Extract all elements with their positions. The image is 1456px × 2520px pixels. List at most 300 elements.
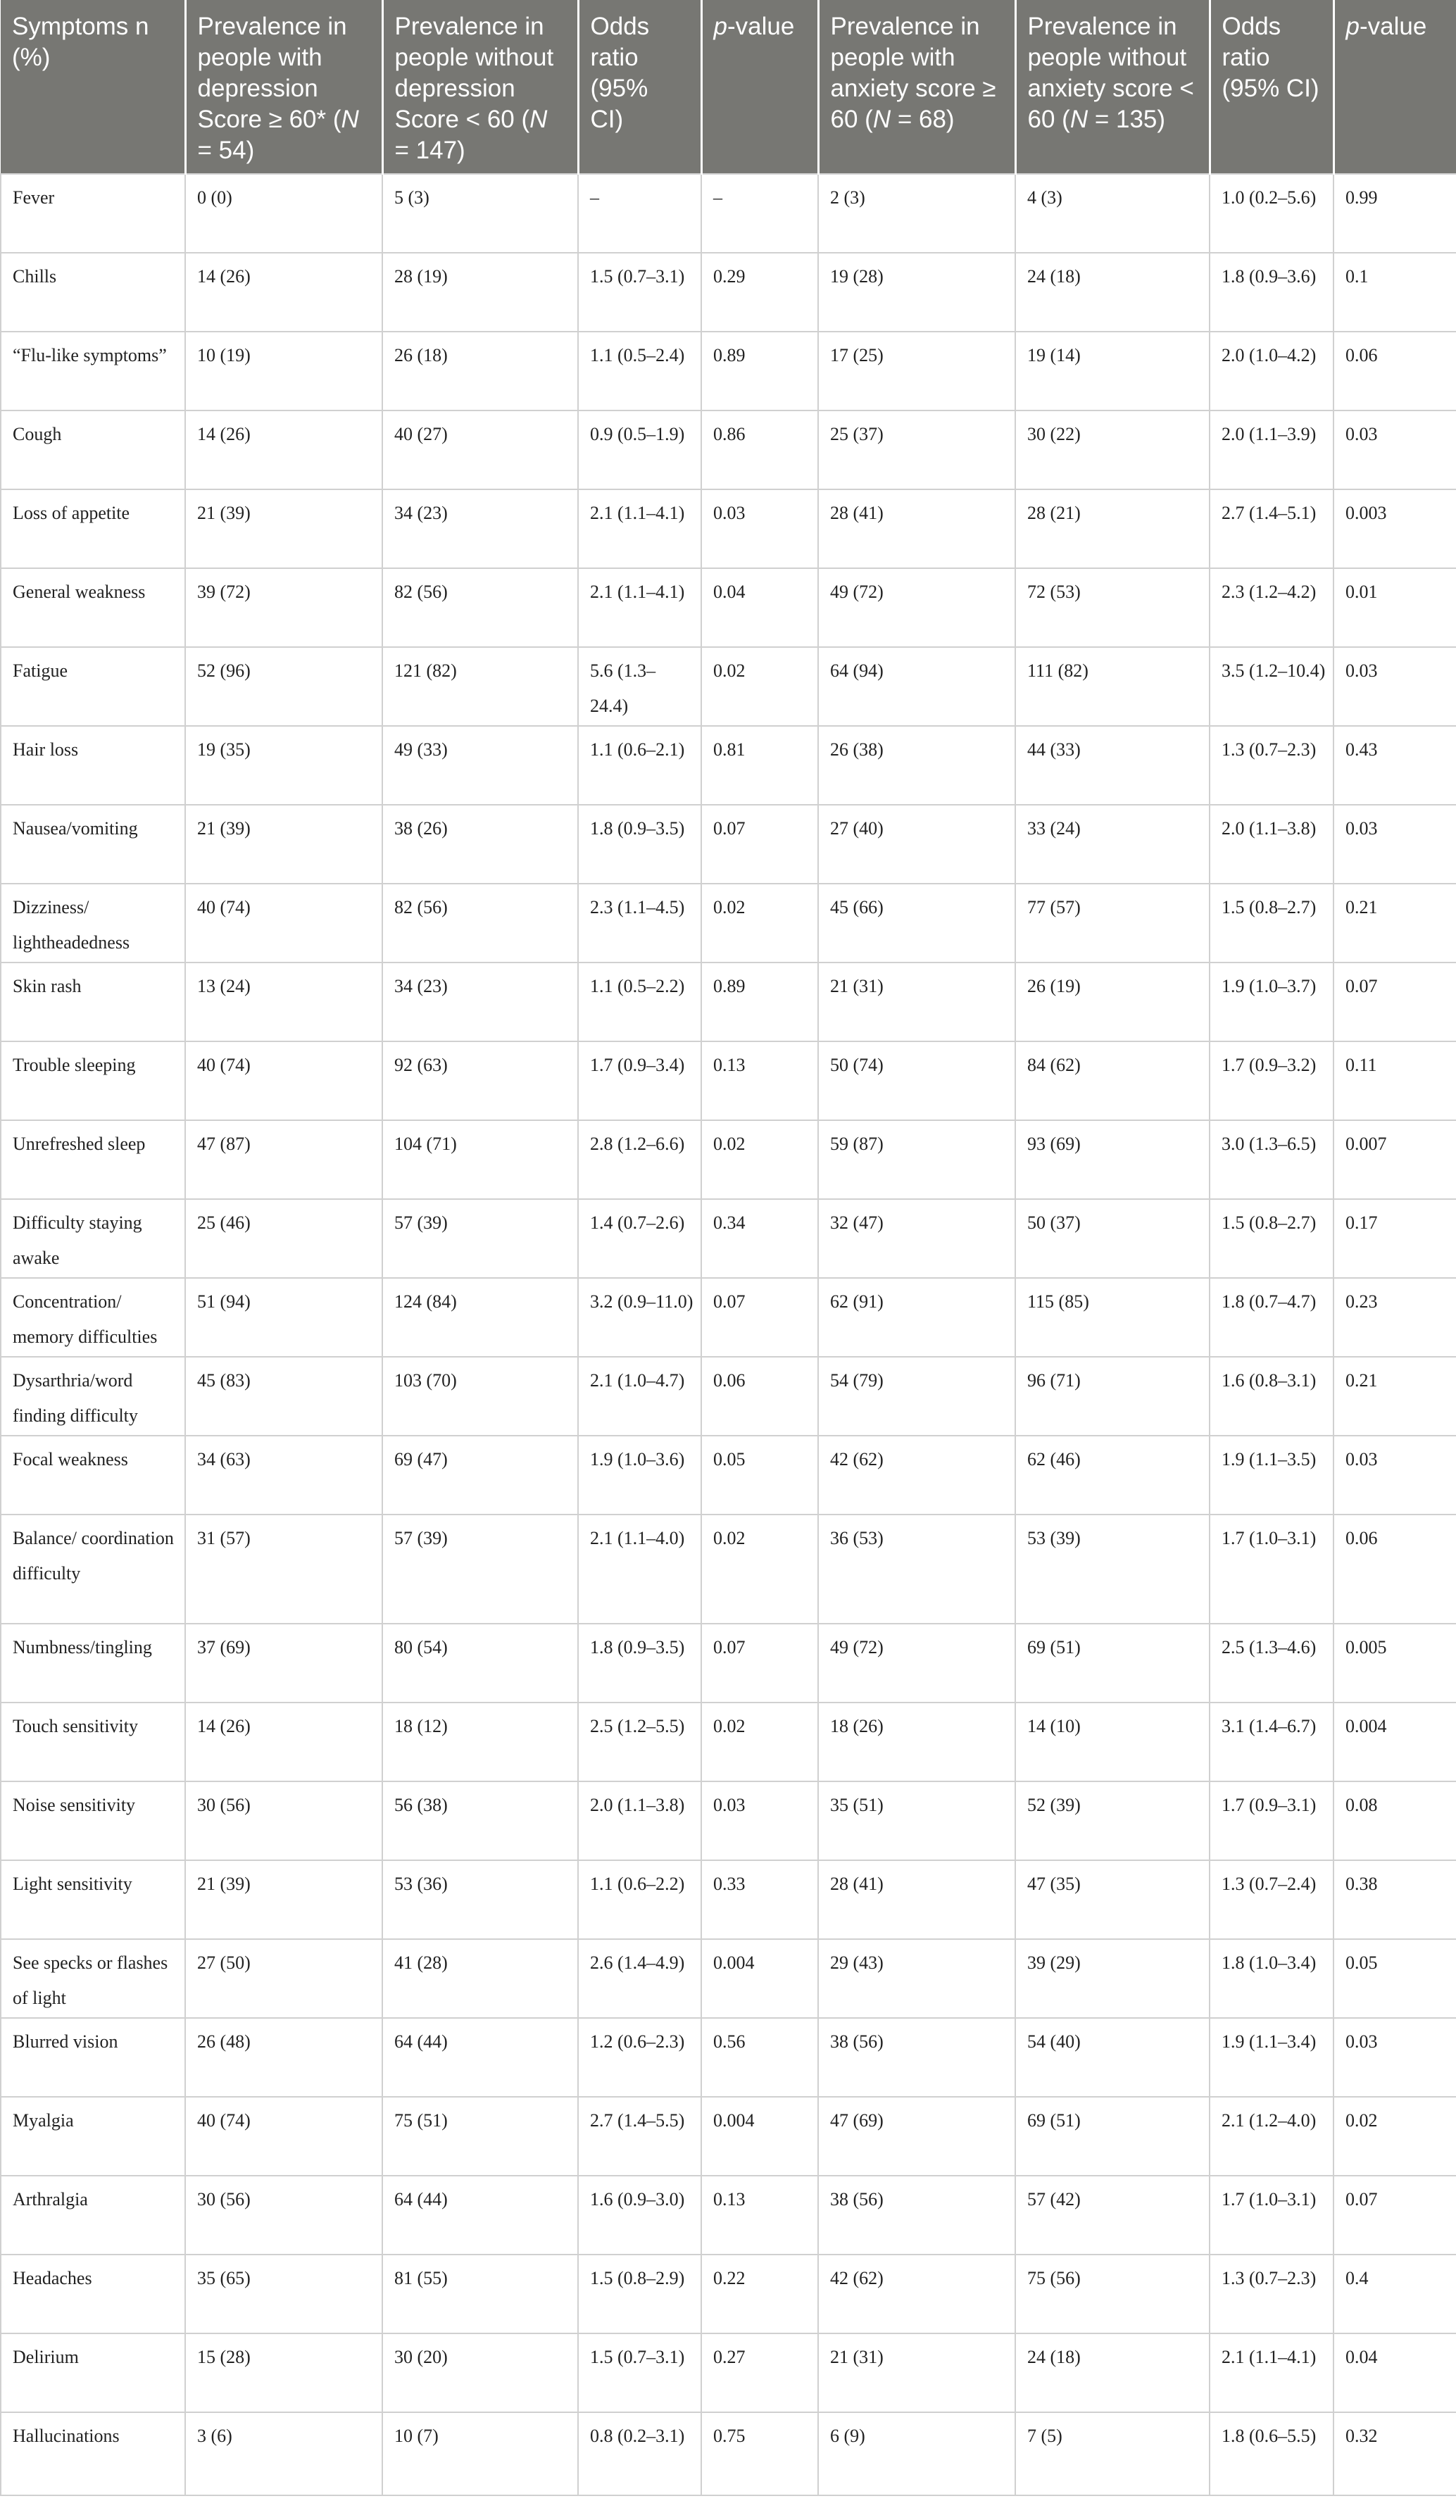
cell-prev-no-anxiety: 57 (42) <box>1015 2176 1210 2255</box>
cell-prev-anxiety: 28 (41) <box>818 1860 1015 1939</box>
cell-prev-no-anxiety: 96 (71) <box>1015 1357 1210 1436</box>
cell-prev-anxiety: 21 (31) <box>818 2333 1015 2412</box>
cell-prev-depression: 14 (26) <box>185 253 382 332</box>
cell-prev-anxiety: 45 (66) <box>818 884 1015 963</box>
cell-p-depression: 0.02 <box>701 884 818 963</box>
cell-symptom: Trouble sleeping <box>1 1041 185 1120</box>
cell-or-anxiety: 2.1 (1.1–4.1) <box>1210 2333 1333 2412</box>
cell-prev-no-anxiety: 84 (62) <box>1015 1041 1210 1120</box>
header-text: Symptoms n (%) <box>12 13 149 71</box>
cell-symptom: Touch sensitivity <box>1 1703 185 1781</box>
header-text: Prevalence in people without anxiety score < 60 ( <box>1027 13 1194 133</box>
cell-prev-anxiety: 6 (9) <box>818 2412 1015 2495</box>
cell-symptom: Loss of appetite <box>1 489 185 568</box>
header-p-value-anxiety <box>1333 0 1456 174</box>
header-text: = 68) <box>891 106 955 133</box>
header-odds-ratio-depression <box>578 0 701 174</box>
cell-or-depression: – <box>578 174 701 253</box>
table-row <box>1 1624 1456 1703</box>
cell-prev-anxiety: 47 (69) <box>818 2097 1015 2176</box>
cell-prev-depression: 25 (46) <box>185 1199 382 1278</box>
cell-symptom: Noise sensitivity <box>1 1781 185 1860</box>
cell-or-depression: 2.1 (1.1–4.1) <box>578 489 701 568</box>
cell-prev-anxiety: 18 (26) <box>818 1703 1015 1781</box>
cell-p-anxiety: 0.02 <box>1333 2097 1456 2176</box>
cell-or-depression: 1.2 (0.6–2.3) <box>578 2018 701 2097</box>
cell-or-anxiety: 1.0 (0.2–5.6) <box>1210 174 1333 253</box>
cell-p-depression: 0.07 <box>701 1624 818 1703</box>
cell-prev-anxiety: 17 (25) <box>818 332 1015 410</box>
cell-symptom: Myalgia <box>1 2097 185 2176</box>
table-row <box>1 647 1456 726</box>
cell-prev-depression: 51 (94) <box>185 1278 382 1357</box>
cell-p-depression: 0.03 <box>701 489 818 568</box>
header-prev-no-anxiety <box>1015 0 1210 174</box>
cell-prev-no-anxiety: 54 (40) <box>1015 2018 1210 2097</box>
cell-or-anxiety: 1.8 (0.7–4.7) <box>1210 1278 1333 1357</box>
cell-symptom: Difficulty staying awake <box>1 1199 185 1278</box>
cell-prev-depression: 31 (57) <box>185 1515 382 1624</box>
cell-prev-anxiety: 27 (40) <box>818 805 1015 884</box>
cell-prev-no-anxiety: 52 (39) <box>1015 1781 1210 1860</box>
cell-prev-no-anxiety: 93 (69) <box>1015 1120 1210 1199</box>
cell-p-depression: 0.02 <box>701 647 818 726</box>
cell-symptom: Chills <box>1 253 185 332</box>
cell-symptom: Delirium <box>1 2333 185 2412</box>
cell-or-depression: 0.8 (0.2–3.1) <box>578 2412 701 2495</box>
cell-or-depression: 2.1 (1.1–4.1) <box>578 568 701 647</box>
cell-prev-anxiety: 50 (74) <box>818 1041 1015 1120</box>
cell-p-anxiety: 0.21 <box>1333 884 1456 963</box>
header-text: = 54) <box>197 137 255 164</box>
cell-prev-depression: 10 (19) <box>185 332 382 410</box>
cell-prev-depression: 52 (96) <box>185 647 382 726</box>
table-row <box>1 410 1456 489</box>
header-prev-depression <box>185 0 382 174</box>
cell-symptom: “Flu-like symptoms” <box>1 332 185 410</box>
cell-prev-no-anxiety: 69 (51) <box>1015 2097 1210 2176</box>
cell-p-anxiety: 0.17 <box>1333 1199 1456 1278</box>
cell-or-anxiety: 1.8 (0.6–5.5) <box>1210 2412 1333 2495</box>
cell-or-anxiety: 1.8 (1.0–3.4) <box>1210 1939 1333 2018</box>
cell-prev-no-depression: 5 (3) <box>382 174 578 253</box>
cell-prev-depression: 40 (74) <box>185 884 382 963</box>
header-text: -value <box>1359 13 1427 40</box>
cell-symptom: Fatigue <box>1 647 185 726</box>
cell-prev-no-anxiety: 30 (22) <box>1015 410 1210 489</box>
header-text: p <box>1345 13 1360 40</box>
table-row <box>1 1436 1456 1515</box>
cell-or-depression: 1.8 (0.9–3.5) <box>578 1624 701 1703</box>
cell-prev-no-anxiety: 69 (51) <box>1015 1624 1210 1703</box>
cell-or-depression: 1.6 (0.9–3.0) <box>578 2176 701 2255</box>
table-row <box>1 2412 1456 2495</box>
cell-symptom: Fever <box>1 174 185 253</box>
table-row <box>1 1939 1456 2018</box>
cell-p-depression: 0.34 <box>701 1199 818 1278</box>
header-prev-anxiety <box>818 0 1015 174</box>
cell-p-anxiety: 0.05 <box>1333 1939 1456 2018</box>
cell-p-depression: 0.07 <box>701 805 818 884</box>
cell-or-anxiety: 1.9 (1.0–3.7) <box>1210 963 1333 1041</box>
cell-prev-no-anxiety: 115 (85) <box>1015 1278 1210 1357</box>
cell-prev-depression: 3 (6) <box>185 2412 382 2495</box>
cell-p-depression: 0.29 <box>701 253 818 332</box>
header-text: p <box>713 13 727 40</box>
cell-prev-no-depression: 64 (44) <box>382 2176 578 2255</box>
cell-symptom: Hallucinations <box>1 2412 185 2495</box>
table-row <box>1 1120 1456 1199</box>
cell-prev-depression: 40 (74) <box>185 2097 382 2176</box>
cell-p-anxiety: 0.38 <box>1333 1860 1456 1939</box>
cell-prev-no-depression: 28 (19) <box>382 253 578 332</box>
header-text: N <box>529 106 548 133</box>
cell-prev-no-depression: 34 (23) <box>382 963 578 1041</box>
table-row <box>1 2097 1456 2176</box>
cell-prev-no-anxiety: 14 (10) <box>1015 1703 1210 1781</box>
header-text: N <box>341 106 359 133</box>
cell-p-anxiety: 0.21 <box>1333 1357 1456 1436</box>
cell-prev-no-depression: 81 (55) <box>382 2255 578 2333</box>
cell-prev-anxiety: 42 (62) <box>818 1436 1015 1515</box>
cell-p-depression: 0.02 <box>701 1515 818 1624</box>
cell-p-depression: 0.33 <box>701 1860 818 1939</box>
header-text: = 135) <box>1088 106 1166 133</box>
cell-prev-depression: 0 (0) <box>185 174 382 253</box>
cell-prev-depression: 21 (39) <box>185 489 382 568</box>
cell-prev-depression: 14 (26) <box>185 1703 382 1781</box>
header-text: Odds ratio (95% CI) <box>1222 13 1319 102</box>
cell-p-depression: 0.02 <box>701 1120 818 1199</box>
cell-or-depression: 2.0 (1.1–3.8) <box>578 1781 701 1860</box>
cell-p-anxiety: 0.99 <box>1333 174 1456 253</box>
table-row <box>1 2018 1456 2097</box>
cell-prev-anxiety: 2 (3) <box>818 174 1015 253</box>
cell-prev-anxiety: 32 (47) <box>818 1199 1015 1278</box>
cell-prev-no-anxiety: 44 (33) <box>1015 726 1210 805</box>
cell-prev-no-depression: 10 (7) <box>382 2412 578 2495</box>
table-row <box>1 1199 1456 1278</box>
table-row <box>1 253 1456 332</box>
cell-prev-anxiety: 49 (72) <box>818 568 1015 647</box>
header-text: Prevalence in people with depression Score ≥ 60* ( <box>197 13 347 133</box>
cell-p-anxiety: 0.23 <box>1333 1278 1456 1357</box>
cell-prev-no-anxiety: 50 (37) <box>1015 1199 1210 1278</box>
cell-p-depression: 0.86 <box>701 410 818 489</box>
header-text: Prevalence in people with anxiety score ≥ 60 ( <box>830 13 996 133</box>
cell-prev-depression: 45 (83) <box>185 1357 382 1436</box>
cell-p-depression: 0.02 <box>701 1703 818 1781</box>
cell-prev-depression: 14 (26) <box>185 410 382 489</box>
cell-prev-no-depression: 18 (12) <box>382 1703 578 1781</box>
cell-symptom: General weakness <box>1 568 185 647</box>
cell-prev-no-anxiety: 4 (3) <box>1015 174 1210 253</box>
cell-p-anxiety: 0.43 <box>1333 726 1456 805</box>
cell-p-anxiety: 0.11 <box>1333 1041 1456 1120</box>
cell-or-depression: 1.7 (0.9–3.4) <box>578 1041 701 1120</box>
cell-prev-depression: 40 (74) <box>185 1041 382 1120</box>
cell-prev-depression: 34 (63) <box>185 1436 382 1515</box>
cell-or-anxiety: 3.1 (1.4–6.7) <box>1210 1703 1333 1781</box>
cell-or-depression: 1.1 (0.6–2.2) <box>578 1860 701 1939</box>
cell-or-anxiety: 2.0 (1.1–3.9) <box>1210 410 1333 489</box>
table-row <box>1 805 1456 884</box>
cell-prev-no-depression: 56 (38) <box>382 1781 578 1860</box>
cell-prev-no-anxiety: 7 (5) <box>1015 2412 1210 2495</box>
cell-prev-anxiety: 29 (43) <box>818 1939 1015 2018</box>
cell-symptom: Dizziness/ lightheadedness <box>1 884 185 963</box>
cell-p-anxiety: 0.03 <box>1333 805 1456 884</box>
cell-or-depression: 2.3 (1.1–4.5) <box>578 884 701 963</box>
cell-p-depression: 0.03 <box>701 1781 818 1860</box>
cell-symptom: Focal weakness <box>1 1436 185 1515</box>
cell-prev-no-depression: 41 (28) <box>382 1939 578 2018</box>
cell-or-anxiety: 1.7 (1.0–3.1) <box>1210 1515 1333 1624</box>
cell-or-anxiety: 2.0 (1.0–4.2) <box>1210 332 1333 410</box>
cell-p-depression: 0.89 <box>701 963 818 1041</box>
cell-prev-depression: 26 (48) <box>185 2018 382 2097</box>
cell-prev-anxiety: 21 (31) <box>818 963 1015 1041</box>
header-text: Odds ratio (95% CI) <box>590 13 650 133</box>
cell-p-depression: 0.89 <box>701 332 818 410</box>
cell-prev-no-depression: 49 (33) <box>382 726 578 805</box>
cell-prev-depression: 27 (50) <box>185 1939 382 2018</box>
cell-or-anxiety: 2.7 (1.4–5.1) <box>1210 489 1333 568</box>
cell-or-anxiety: 3.5 (1.2–10.4) <box>1210 647 1333 726</box>
cell-symptom: Skin rash <box>1 963 185 1041</box>
cell-or-anxiety: 2.3 (1.2–4.2) <box>1210 568 1333 647</box>
table-row <box>1 174 1456 253</box>
cell-prev-no-depression: 80 (54) <box>382 1624 578 1703</box>
cell-prev-no-depression: 104 (71) <box>382 1120 578 1199</box>
cell-p-anxiety: 0.06 <box>1333 332 1456 410</box>
cell-p-anxiety: 0.007 <box>1333 1120 1456 1199</box>
cell-or-depression: 1.1 (0.5–2.2) <box>578 963 701 1041</box>
cell-prev-no-depression: 30 (20) <box>382 2333 578 2412</box>
cell-prev-no-depression: 57 (39) <box>382 1199 578 1278</box>
cell-prev-no-anxiety: 62 (46) <box>1015 1436 1210 1515</box>
cell-prev-no-anxiety: 19 (14) <box>1015 332 1210 410</box>
table-row <box>1 568 1456 647</box>
cell-prev-depression: 47 (87) <box>185 1120 382 1199</box>
cell-symptom: See specks or flashes of light <box>1 1939 185 2018</box>
cell-prev-no-depression: 53 (36) <box>382 1860 578 1939</box>
table-row <box>1 2176 1456 2255</box>
cell-p-anxiety: 0.06 <box>1333 1515 1456 1624</box>
table-row <box>1 1781 1456 1860</box>
cell-p-depression: 0.22 <box>701 2255 818 2333</box>
cell-prev-depression: 30 (56) <box>185 2176 382 2255</box>
cell-prev-no-anxiety: 47 (35) <box>1015 1860 1210 1939</box>
cell-prev-no-depression: 34 (23) <box>382 489 578 568</box>
cell-prev-no-depression: 69 (47) <box>382 1436 578 1515</box>
cell-or-depression: 2.1 (1.0–4.7) <box>578 1357 701 1436</box>
header-prev-no-depression <box>382 0 578 174</box>
cell-symptom: Headaches <box>1 2255 185 2333</box>
cell-prev-anxiety: 59 (87) <box>818 1120 1015 1199</box>
cell-prev-no-depression: 103 (70) <box>382 1357 578 1436</box>
cell-prev-no-anxiety: 53 (39) <box>1015 1515 1210 1624</box>
cell-or-depression: 2.7 (1.4–5.5) <box>578 2097 701 2176</box>
cell-or-anxiety: 1.3 (0.7–2.3) <box>1210 726 1333 805</box>
cell-prev-no-anxiety: 28 (21) <box>1015 489 1210 568</box>
cell-or-depression: 0.9 (0.5–1.9) <box>578 410 701 489</box>
cell-prev-anxiety: 19 (28) <box>818 253 1015 332</box>
table-row <box>1 2333 1456 2412</box>
table-row <box>1 884 1456 963</box>
cell-symptom: Light sensitivity <box>1 1860 185 1939</box>
cell-prev-no-depression: 26 (18) <box>382 332 578 410</box>
cell-prev-depression: 35 (65) <box>185 2255 382 2333</box>
cell-prev-no-depression: 64 (44) <box>382 2018 578 2097</box>
header-text: = 147) <box>394 137 465 164</box>
cell-prev-depression: 37 (69) <box>185 1624 382 1703</box>
cell-p-anxiety: 0.07 <box>1333 963 1456 1041</box>
cell-p-depression: 0.004 <box>701 2097 818 2176</box>
cell-symptom: Unrefreshed sleep <box>1 1120 185 1199</box>
cell-prev-no-depression: 38 (26) <box>382 805 578 884</box>
cell-p-anxiety: 0.08 <box>1333 1781 1456 1860</box>
table-row <box>1 1860 1456 1939</box>
cell-p-depression: 0.06 <box>701 1357 818 1436</box>
table-row <box>1 489 1456 568</box>
cell-or-anxiety: 1.6 (0.8–3.1) <box>1210 1357 1333 1436</box>
cell-or-anxiety: 1.5 (0.8–2.7) <box>1210 1199 1333 1278</box>
cell-or-depression: 1.5 (0.7–3.1) <box>578 2333 701 2412</box>
cell-p-anxiety: 0.32 <box>1333 2412 1456 2495</box>
cell-or-depression: 1.8 (0.9–3.5) <box>578 805 701 884</box>
cell-or-depression: 1.1 (0.5–2.4) <box>578 332 701 410</box>
cell-p-depression: 0.05 <box>701 1436 818 1515</box>
cell-prev-no-anxiety: 39 (29) <box>1015 1939 1210 2018</box>
cell-symptom: Concentration/ memory difficulties <box>1 1278 185 1357</box>
cell-p-anxiety: 0.03 <box>1333 647 1456 726</box>
cell-or-anxiety: 1.8 (0.9–3.6) <box>1210 253 1333 332</box>
cell-p-anxiety: 0.04 <box>1333 2333 1456 2412</box>
cell-prev-no-anxiety: 77 (57) <box>1015 884 1210 963</box>
table-body <box>1 174 1456 2495</box>
cell-p-anxiety: 0.03 <box>1333 2018 1456 2097</box>
cell-or-depression: 2.5 (1.2–5.5) <box>578 1703 701 1781</box>
cell-prev-no-depression: 40 (27) <box>382 410 578 489</box>
table-row <box>1 1357 1456 1436</box>
header-text: N <box>1069 106 1088 133</box>
cell-prev-no-anxiety: 75 (56) <box>1015 2255 1210 2333</box>
cell-or-anxiety: 1.7 (1.0–3.1) <box>1210 2176 1333 2255</box>
cell-p-anxiety: 0.005 <box>1333 1624 1456 1703</box>
cell-or-depression: 2.8 (1.2–6.6) <box>578 1120 701 1199</box>
cell-prev-depression: 21 (39) <box>185 1860 382 1939</box>
cell-p-depression: 0.04 <box>701 568 818 647</box>
table-row <box>1 2255 1456 2333</box>
cell-p-anxiety: 0.01 <box>1333 568 1456 647</box>
cell-prev-depression: 30 (56) <box>185 1781 382 1860</box>
cell-p-anxiety: 0.004 <box>1333 1703 1456 1781</box>
cell-or-depression: 1.9 (1.0–3.6) <box>578 1436 701 1515</box>
cell-or-depression: 2.6 (1.4–4.9) <box>578 1939 701 2018</box>
cell-prev-no-anxiety: 72 (53) <box>1015 568 1210 647</box>
cell-symptom: Dysarthria/word finding difficulty <box>1 1357 185 1436</box>
cell-prev-depression: 13 (24) <box>185 963 382 1041</box>
cell-or-anxiety: 1.5 (0.8–2.7) <box>1210 884 1333 963</box>
cell-or-depression: 5.6 (1.3–24.4) <box>578 647 701 726</box>
cell-prev-no-depression: 124 (84) <box>382 1278 578 1357</box>
table-row <box>1 1703 1456 1781</box>
cell-or-depression: 3.2 (0.9–11.0) <box>578 1278 701 1357</box>
cell-prev-anxiety: 38 (56) <box>818 2018 1015 2097</box>
cell-or-anxiety: 1.7 (0.9–3.1) <box>1210 1781 1333 1860</box>
cell-prev-anxiety: 42 (62) <box>818 2255 1015 2333</box>
cell-prev-anxiety: 38 (56) <box>818 2176 1015 2255</box>
cell-or-depression: 2.1 (1.1–4.0) <box>578 1515 701 1624</box>
header-text: Prevalence in people without depression Score < 60 ( <box>394 13 554 133</box>
cell-prev-anxiety: 26 (38) <box>818 726 1015 805</box>
cell-prev-no-anxiety: 26 (19) <box>1015 963 1210 1041</box>
table-row <box>1 1278 1456 1357</box>
cell-or-depression: 1.1 (0.6–2.1) <box>578 726 701 805</box>
cell-or-anxiety: 1.7 (0.9–3.2) <box>1210 1041 1333 1120</box>
cell-prev-no-depression: 92 (63) <box>382 1041 578 1120</box>
cell-symptom: Nausea/vomiting <box>1 805 185 884</box>
cell-or-anxiety: 1.9 (1.1–3.5) <box>1210 1436 1333 1515</box>
cell-or-depression: 1.4 (0.7–2.6) <box>578 1199 701 1278</box>
cell-prev-no-depression: 121 (82) <box>382 647 578 726</box>
cell-p-anxiety: 0.4 <box>1333 2255 1456 2333</box>
cell-symptom: Hair loss <box>1 726 185 805</box>
cell-p-depression: 0.27 <box>701 2333 818 2412</box>
cell-prev-no-depression: 75 (51) <box>382 2097 578 2176</box>
cell-p-anxiety: 0.1 <box>1333 253 1456 332</box>
cell-p-depression: 0.004 <box>701 1939 818 2018</box>
cell-prev-no-anxiety: 24 (18) <box>1015 2333 1210 2412</box>
table-row <box>1 1041 1456 1120</box>
table-row <box>1 1515 1456 1624</box>
cell-or-anxiety: 1.9 (1.1–3.4) <box>1210 2018 1333 2097</box>
cell-p-anxiety: 0.03 <box>1333 1436 1456 1515</box>
cell-p-anxiety: 0.003 <box>1333 489 1456 568</box>
cell-prev-anxiety: 54 (79) <box>818 1357 1015 1436</box>
header-row <box>1 0 1456 174</box>
header-text: N <box>872 106 891 133</box>
table-row <box>1 726 1456 805</box>
cell-or-anxiety: 2.5 (1.3–4.6) <box>1210 1624 1333 1703</box>
header-p-value-depression <box>701 0 818 174</box>
cell-symptom: Cough <box>1 410 185 489</box>
cell-or-depression: 1.5 (0.7–3.1) <box>578 253 701 332</box>
cell-symptom: Arthralgia <box>1 2176 185 2255</box>
cell-symptom: Numbness/tingling <box>1 1624 185 1703</box>
cell-prev-no-anxiety: 24 (18) <box>1015 253 1210 332</box>
cell-prev-depression: 15 (28) <box>185 2333 382 2412</box>
cell-prev-no-anxiety: 33 (24) <box>1015 805 1210 884</box>
cell-or-anxiety: 3.0 (1.3–6.5) <box>1210 1120 1333 1199</box>
table-header <box>1 0 1456 174</box>
cell-p-depression: 0.75 <box>701 2412 818 2495</box>
cell-prev-anxiety: 49 (72) <box>818 1624 1015 1703</box>
cell-prev-anxiety: 64 (94) <box>818 647 1015 726</box>
cell-prev-depression: 39 (72) <box>185 568 382 647</box>
cell-or-anxiety: 2.0 (1.1–3.8) <box>1210 805 1333 884</box>
header-odds-ratio-anxiety <box>1210 0 1333 174</box>
cell-prev-depression: 19 (35) <box>185 726 382 805</box>
cell-prev-anxiety: 62 (91) <box>818 1278 1015 1357</box>
header-symptoms <box>1 0 185 174</box>
cell-p-depression: 0.56 <box>701 2018 818 2097</box>
cell-prev-anxiety: 36 (53) <box>818 1515 1015 1624</box>
cell-prev-anxiety: 28 (41) <box>818 489 1015 568</box>
cell-or-anxiety: 2.1 (1.2–4.0) <box>1210 2097 1333 2176</box>
cell-symptom: Balance/ coordination difficulty <box>1 1515 185 1624</box>
